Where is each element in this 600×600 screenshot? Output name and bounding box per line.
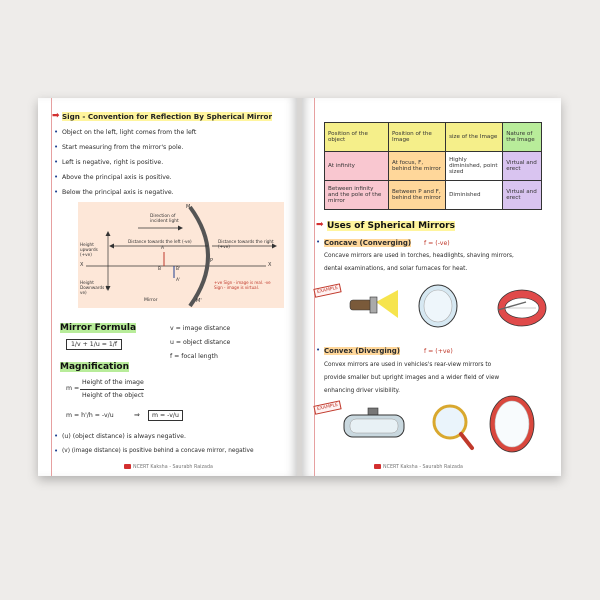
list-item: Below the principal axis is negative. xyxy=(62,189,174,196)
mirror-label: Mirror xyxy=(144,298,158,303)
list-item: Left is negative, right is positive. xyxy=(62,159,164,166)
magnification-m: m = xyxy=(66,385,80,392)
convex-examples xyxy=(338,394,558,456)
youtube-icon xyxy=(374,464,381,469)
magnification-formula-b: m = -v/u xyxy=(148,410,183,421)
arrow-icon: ➡ xyxy=(52,111,60,121)
note-u: (u) (object distance) is always negative. xyxy=(62,433,186,440)
definition-u: u = object distance xyxy=(170,339,231,346)
mirror-curve xyxy=(190,207,208,306)
page-margin-line xyxy=(51,98,52,476)
page-title: Sign - Convention for Reflection By Spherical Mirror xyxy=(62,112,273,121)
magnification-denominator: Height of the object xyxy=(82,392,144,399)
list-item: Object on the left, light comes from the left xyxy=(62,129,197,136)
table-header-row xyxy=(325,123,542,152)
table-cell: Virtual and erect xyxy=(503,152,542,181)
definition-f: f = focal length xyxy=(170,353,218,360)
torch-icon xyxy=(350,290,398,318)
label-x-prime: X xyxy=(268,262,272,268)
concave-focal-sign: f = (-ve) xyxy=(424,240,450,247)
height-down-label: Height Downwards (-ve) xyxy=(80,280,109,295)
table-header-cell: Position of the object xyxy=(325,123,389,152)
convex-text-line: enhancing driver visibility. xyxy=(324,388,400,394)
open-book xyxy=(38,98,561,476)
label-a-prime: A' xyxy=(176,278,181,283)
dental-mouth-icon xyxy=(498,290,546,326)
table-cell: At focus, F, behind the mirror xyxy=(388,152,445,181)
shaving-mirror-icon xyxy=(419,285,457,327)
left-distance-label: Distance towards the left (-ve) xyxy=(128,239,192,244)
label-a: A xyxy=(161,246,165,251)
table-cell: Between P and F, behind the mirror xyxy=(388,181,445,210)
table-row xyxy=(325,181,542,210)
note-v: (v) (image distance) is positive behind a concave mirror, negative xyxy=(62,448,254,454)
footer-text: NCERT Kaksha - Saurabh Raizada xyxy=(383,465,463,470)
sign-convention-diagram xyxy=(78,202,284,308)
definition-v: v = image distance xyxy=(170,325,231,332)
label-b: B xyxy=(158,267,162,272)
concave-text-line: dental examinations, and solar furnaces for heat. xyxy=(324,266,468,272)
mirror-formula: 1/v + 1/u = 1/f xyxy=(66,339,122,350)
label-b-prime: B' xyxy=(176,267,181,272)
table-row xyxy=(325,152,542,181)
fraction-bar xyxy=(80,389,144,390)
height-up-label: Height upwards (+ve) xyxy=(80,242,98,257)
label-x: X xyxy=(80,262,84,268)
page-margin-line xyxy=(314,98,315,476)
footer-text: NCERT Kaksha - Saurabh Raizada xyxy=(133,465,213,470)
youtube-icon xyxy=(124,464,131,469)
arrow-icon: ➡ xyxy=(316,220,324,230)
convex-text-line: Convex mirrors are used in vehicles's rear-view mirrors to xyxy=(324,362,492,368)
concave-examples xyxy=(346,278,561,338)
sign-note: +ve Sign - image is real. -ve Sign - image is virtual. xyxy=(214,280,271,290)
convex-text-line: provide smaller but upright images and a wider field of view xyxy=(324,375,500,381)
label-m-prime: M' xyxy=(196,298,202,304)
list-item: Start measuring from the mirror's pole. xyxy=(62,144,184,151)
convex-title: Convex (Diverging) xyxy=(324,347,400,355)
right-distance-label: Distance towards the right (+ve) xyxy=(218,239,274,249)
left-footer xyxy=(122,464,213,470)
table-cell: Between infinity and the pole of the mirror xyxy=(325,181,389,210)
example-stamp: EXAMPLE xyxy=(313,400,342,414)
magnification-formula-a: m = h'/h = -v/u xyxy=(66,412,114,419)
example-stamp: EXAMPLE xyxy=(313,283,342,297)
table-cell: Virtual and erect xyxy=(503,181,542,210)
concave-text-line: Concave mirrors are used in torches, headlights, shaving mirrors, xyxy=(324,253,514,259)
concave-title: Concave (Converging) xyxy=(324,239,412,247)
direction-label: Direction of incident light xyxy=(150,214,179,224)
table-cell: Diminished xyxy=(446,181,503,210)
rear-view-mirror-icon xyxy=(344,408,404,437)
magnification-numerator: Height of the image xyxy=(82,379,144,386)
table-cell: At infinity xyxy=(325,152,389,181)
label-p: P xyxy=(210,258,214,264)
table-header-cell: Position of the Image xyxy=(388,123,445,152)
list-item: Above the principal axis is positive. xyxy=(62,174,172,181)
image-formation-table xyxy=(324,122,542,210)
mirror-formula-title: Mirror Formula xyxy=(60,323,137,333)
table-header-cell: size of the Image xyxy=(446,123,503,152)
left-page: ➡ Sign - Convention for Reflection By Spherical Mirror • Object on the left, light comes from the left • Start measuring from the mirror's pole. • Left is negative, right is positive. • Above the principal axis is positive. • Below the principal axis is negative. Direction of incident light Height upwards (+ve) Distance towards the left (-ve) Distance towards the right (+ve) Height Downwards (-ve) Mirror +ve Sign - image is real. -ve Sign - image is virtual. M M' P X X A B A' B' Mirror Formula 1/v + 1/u = 1/f v = image distance u = object distance f = focal length Magnification m = Height of the image Height of the object m = h'/h = -v/u ⇒ m = -v/u • (u) (object distance) is always negative. • (v) (image distance) is positive behind a concave mirror, negative NCERT Kaksha - Saurabh Raizada xyxy=(38,98,297,476)
label-m: M xyxy=(186,204,191,210)
implies-arrow: ⇒ xyxy=(134,411,140,419)
uses-title: Uses of Spherical Mirrors xyxy=(327,221,455,231)
right-page: Position of the object Position of the Image size of the Image Nature of the Image At infinity At focus, F, behind the mirror Highly diminished, point sized Virtual and erect Between infinity and the pole of the mirror Between P and F, behind the mirror Diminished Virtual and erect ➡ Uses of Spherical Mirrors • Concave (Converging) f = (-ve) Concave mirrors are used in torches, headlights, shaving mirrors, dental examinations, and solar furnaces for heat. EXAMPLE • Convex (Diverging) f = (+ve) Convex mirrors are used in vehicles's rear-view mirrors to provide smaller but upright images and a wider field of view enhancing driver visibility. EXAMPLE NCERT Kaksha - Saurabh Raizada xyxy=(302,98,561,476)
magnifying-glass-icon xyxy=(434,406,472,448)
convex-focal-sign: f = (+ve) xyxy=(424,348,453,355)
convex-mirror-icon xyxy=(490,396,534,452)
magnification-title: Magnification xyxy=(60,362,130,372)
table-header-cell: Nature of the Image xyxy=(503,123,542,152)
table-cell: Highly diminished, point sized xyxy=(446,152,503,181)
right-footer xyxy=(372,464,463,470)
